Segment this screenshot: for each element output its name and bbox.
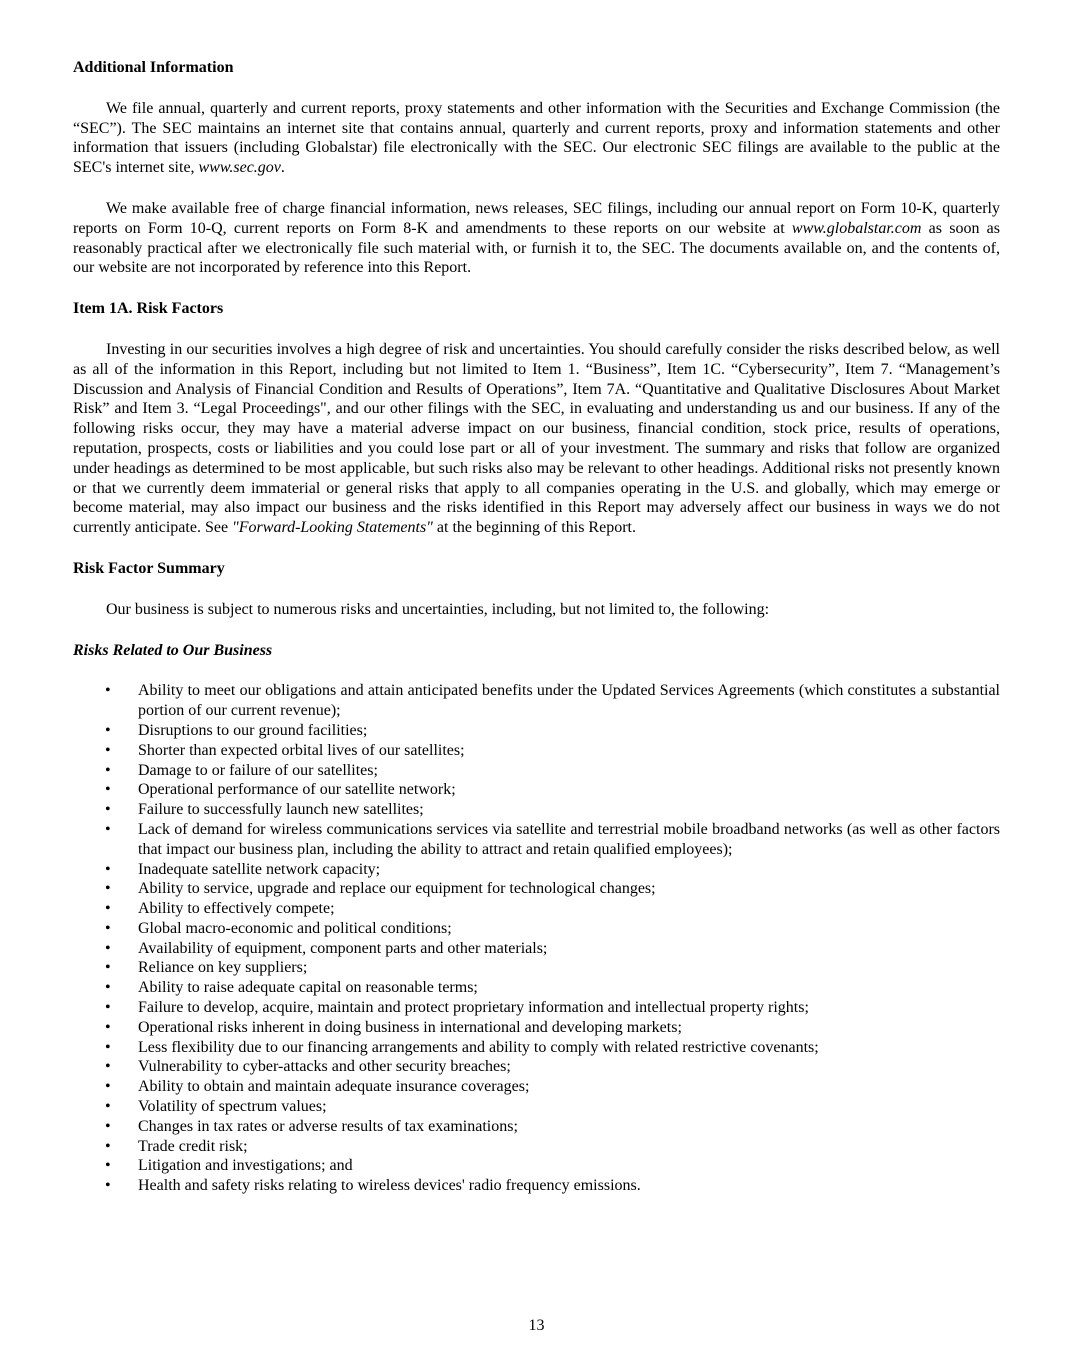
risk-item-text: Failure to develop, acquire, maintain and protect proprietary information and intellectual property rights; bbox=[138, 999, 809, 1017]
risk-list-item bbox=[73, 879, 1000, 899]
additional-information-heading: Additional Information bbox=[73, 59, 234, 76]
bullet-icon: • bbox=[105, 1137, 111, 1155]
risk-list-item bbox=[73, 939, 1000, 959]
risk-item-text: Operational performance of our satellite network; bbox=[138, 781, 456, 799]
risk-list-item bbox=[73, 1077, 1000, 1097]
bullet-icon: • bbox=[105, 1157, 111, 1175]
bullet-icon: • bbox=[105, 682, 111, 700]
bullet-icon: • bbox=[105, 1058, 111, 1076]
bullet-icon: • bbox=[105, 979, 111, 997]
risk-item-text: Shorter than expected orbital lives of our satellites; bbox=[138, 741, 465, 759]
bullet-icon: • bbox=[105, 900, 111, 918]
risk-item-text: Availability of equipment, component parts and other materials; bbox=[138, 939, 548, 957]
bullet-icon: • bbox=[105, 801, 111, 819]
bullet-icon: • bbox=[105, 919, 111, 937]
risk-list-item bbox=[73, 978, 1000, 998]
bullet-icon: • bbox=[105, 721, 111, 739]
risk-item-text: Litigation and investigations; and bbox=[138, 1157, 353, 1175]
risk-item-text: Changes in tax rates or adverse results of tax examinations; bbox=[138, 1117, 518, 1135]
sec-filings-paragraph bbox=[73, 99, 1000, 178]
risk-list-item bbox=[73, 741, 1000, 761]
bullet-icon: • bbox=[105, 959, 111, 977]
risk-list-item bbox=[73, 860, 1000, 880]
risk-item-text: Trade credit risk; bbox=[138, 1137, 248, 1155]
bullet-icon: • bbox=[105, 761, 111, 779]
risk-list-item bbox=[73, 1038, 1000, 1058]
risk-item-text: Ability to effectively compete; bbox=[138, 900, 335, 918]
risk-list-item bbox=[73, 780, 1000, 800]
risk-list-item bbox=[73, 1097, 1000, 1117]
risk-factors-heading: Item 1A. Risk Factors bbox=[73, 300, 224, 318]
bullet-icon: • bbox=[105, 1098, 111, 1116]
risk-factors-end: at the beginning of this Report. bbox=[432, 519, 636, 537]
risk-item-text: Ability to service, upgrade and replace our equipment for technological changes; bbox=[138, 880, 656, 898]
bullet-icon: • bbox=[105, 1018, 111, 1036]
business-risks-list bbox=[73, 681, 1000, 1196]
risk-item-text: Ability to meet our obligations and attain anticipated benefits under the Updated Services Agreements (which constitutes a substantial portion of our current revenue); bbox=[138, 682, 1000, 720]
website-availability-end: as soon as reasonably practical after we electronically file such material with, or furnish it to, the SEC. The documents available on, and the contents of, our website are not incorporated by reference into this Report. bbox=[73, 219, 1000, 277]
bullet-icon: • bbox=[105, 820, 111, 838]
bullet-icon: • bbox=[105, 1177, 111, 1195]
risk-item-text: Ability to raise adequate capital on reasonable terms; bbox=[138, 979, 478, 997]
sec-website-link[interactable]: www.sec.gov bbox=[198, 159, 281, 177]
risk-item-text: Inadequate satellite network capacity; bbox=[138, 860, 381, 878]
risk-list-item bbox=[73, 998, 1000, 1018]
risk-item-text: Vulnerability to cyber-attacks and other security breaches; bbox=[138, 1058, 511, 1076]
risk-item-text: Damage to or failure of our satellites; bbox=[138, 761, 378, 779]
sec-filings-end: . bbox=[280, 159, 285, 177]
bullet-icon: • bbox=[105, 1078, 111, 1096]
risk-list-item bbox=[73, 919, 1000, 939]
bullet-icon: • bbox=[105, 880, 111, 898]
risk-item-text: Reliance on key suppliers; bbox=[138, 959, 308, 977]
globalstar-website-link[interactable]: www.globalstar.com bbox=[791, 219, 922, 237]
risk-factors-text: Investing in our securities involves a high degree of risk and uncertainties. You should carefully consider the risks described below, as well as all of the information in this Report, including but not limited to Item 1. “Business”, Item 1C. “Cybersecurity”, Item 7. “Management’s Discussion and Analysis of Financial Condition and Results of Operations”, Item 7A. “Quantitative and Qualitative Disclosures About Market Risk” and Item 3. “Legal Proceedings", and our other filings with the SEC, in evaluating and understanding us and our business. If any of the following risks occur, they may have a material adverse impact on our business, financial condition, stock price, results of operations, reputation, prospects, costs or liabilities and you could lose part or all of your investment. The summary and risks that follow are organized under headings as determined to be most applicable, but such risks also may be relevant to other headings. Additional risks not presently known or that we currently deem immaterial or general risks that apply to all companies operating in the U.S. and globally, which may emerge or become material, may also impact our business and the risks identified in this Report may adversely affect our business in ways we do not currently anticipate. See bbox=[73, 340, 1000, 537]
bullet-icon: • bbox=[105, 999, 111, 1017]
risk-item-text: Operational risks inherent in doing business in international and developing markets; bbox=[138, 1018, 682, 1036]
website-availability-paragraph bbox=[73, 199, 1000, 278]
risk-list-item bbox=[73, 1156, 1000, 1176]
risk-item-text: Ability to obtain and maintain adequate insurance coverages; bbox=[138, 1078, 530, 1096]
website-availability-start: We make available free of charge financial information, news releases, SEC filings, including our annual report on Form 10-K, quarterly reports on Form 10-Q, current reports on Form 8-K and amendments to these reports on our website at bbox=[73, 199, 1000, 237]
risk-list-item bbox=[73, 820, 1000, 860]
risk-item-text: Failure to successfully launch new satellites; bbox=[138, 801, 424, 819]
bullet-icon: • bbox=[105, 939, 111, 957]
sec-filings-text: We file annual, quarterly and current reports, proxy statements and other information with the Securities and Exchange Commission (the “SEC”). The SEC maintains an internet site that contains annual, quarterly and current reports, proxy and information statements and other information that issuers (including Globalstar) file electronically with the SEC. Our electronic SEC filings are available to the public at the SEC's internet site, bbox=[73, 99, 1000, 177]
risk-list-item bbox=[73, 800, 1000, 820]
bullet-icon: • bbox=[105, 741, 111, 759]
bullet-icon: • bbox=[105, 860, 111, 878]
risk-item-text: Global macro-economic and political conditions; bbox=[138, 919, 452, 937]
risk-list-item bbox=[73, 899, 1000, 919]
risk-list-item bbox=[73, 1176, 1000, 1196]
risk-factors-paragraph bbox=[73, 340, 1000, 538]
risk-list-item bbox=[73, 761, 1000, 781]
risk-factor-summary-heading: Risk Factor Summary bbox=[73, 559, 225, 577]
risk-list-item bbox=[73, 1018, 1000, 1038]
bullet-icon: • bbox=[105, 781, 111, 799]
risk-item-text: Health and safety risks relating to wireless devices' radio frequency emissions. bbox=[138, 1177, 641, 1195]
page-number: 13 bbox=[528, 1317, 545, 1334]
bullet-icon: • bbox=[105, 1117, 111, 1135]
risk-item-text: Volatility of spectrum values; bbox=[138, 1098, 327, 1116]
bullet-icon: • bbox=[105, 1038, 111, 1056]
risk-list-item bbox=[73, 1137, 1000, 1157]
risk-list-item bbox=[73, 721, 1000, 741]
risk-list-item bbox=[73, 958, 1000, 978]
risk-item-text: Less flexibility due to our financing arrangements and ability to comply with related restrictive covenants; bbox=[138, 1038, 819, 1056]
business-risks-heading: Risks Related to Our Business bbox=[73, 641, 273, 659]
risk-summary-intro: Our business is subject to numerous risks and uncertainties, including, but not limited to, the following: bbox=[106, 600, 770, 618]
risk-list-item bbox=[73, 1057, 1000, 1077]
forward-looking-statements-ref: "Forward-Looking Statements" bbox=[232, 519, 433, 537]
risk-list-item bbox=[73, 1117, 1000, 1137]
document-page bbox=[73, 58, 1000, 1196]
risk-list-item bbox=[73, 681, 1000, 721]
risk-item-text: Lack of demand for wireless communications services via satellite and terrestrial mobile broadband networks (as well as other factors that impact our business plan, including the ability to attract and retain qualified employees); bbox=[138, 820, 1000, 858]
risk-item-text: Disruptions to our ground facilities; bbox=[138, 721, 368, 739]
